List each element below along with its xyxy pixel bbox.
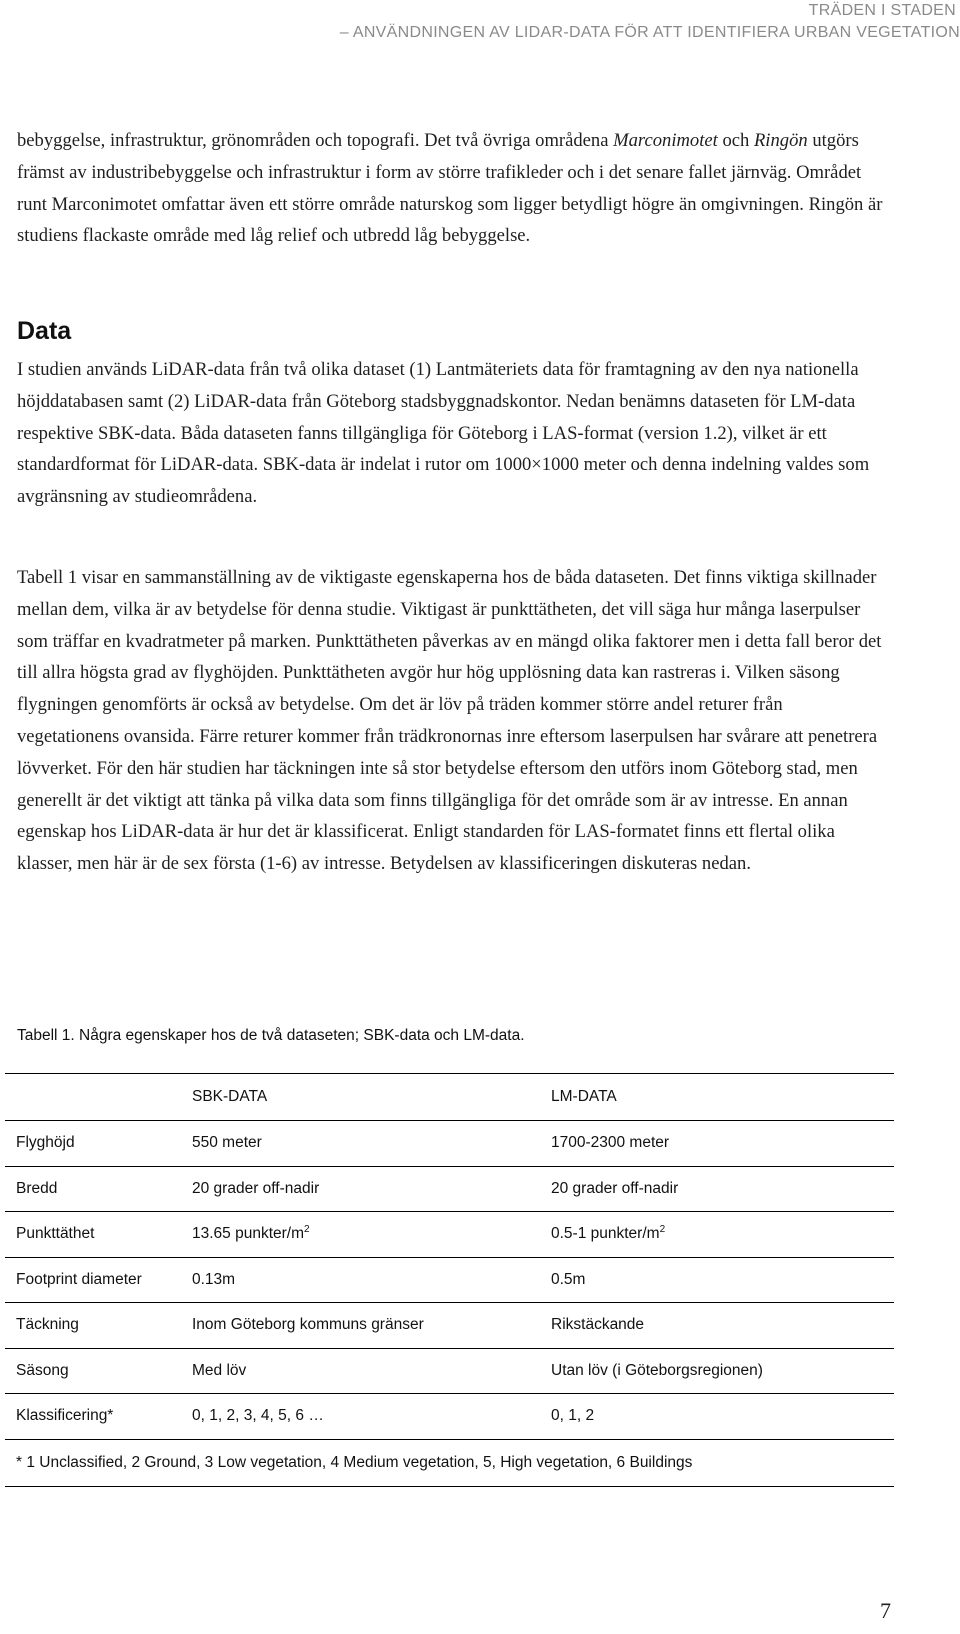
intro-place-ringon: Ringön	[753, 130, 808, 151]
lm-value: 0.5m	[540, 1257, 894, 1303]
data-paragraph-1: I studien används LiDAR-data från två olika dataset (1) Lantmäteriets data för framtagning av den nya nationella höjddatabasen samt (2) LiDAR-data från Göteborg stadsbyggnadskontor. Nedan benämns dataseten för LM-data respektive SBK-data. Båda dataseten fanns tillgängliga för Göteborg i LAS-format (version 1.2), vilket är ett standardformat för LiDAR-data. SBK-data är indelat i rutor om 1000×1000 meter och denna indelning valdes som avgränsning av studieområdena.	[17, 359, 870, 508]
table-row	[5, 1348, 894, 1394]
row-label: Säsong	[5, 1348, 181, 1394]
lm-density-text: 0.5-1 punkter/m	[551, 1225, 660, 1243]
row-label: Bredd	[5, 1166, 181, 1212]
lm-value: 1700-2300 meter	[540, 1121, 894, 1167]
intro-text-2: och	[717, 130, 754, 151]
table-row	[5, 1257, 894, 1303]
sbk-value	[181, 1212, 540, 1258]
intro-place-marconimotet: Marconimotet	[613, 130, 718, 151]
running-header	[339, 0, 960, 44]
table-row	[5, 1212, 894, 1258]
row-label: Klassificering*	[5, 1394, 181, 1440]
sbk-density-exponent: 2	[304, 1224, 310, 1236]
table-footnote-row	[5, 1439, 894, 1486]
lm-value: Rikstäckande	[540, 1303, 894, 1349]
sbk-value: Med löv	[181, 1348, 540, 1394]
row-label: Punkttäthet	[5, 1212, 181, 1258]
table-row	[5, 1121, 894, 1167]
table-row	[5, 1303, 894, 1349]
table-header-lm: LM-DATA	[540, 1074, 894, 1121]
table-row	[5, 1166, 894, 1212]
table-header-sbk: SBK-DATA	[181, 1074, 540, 1121]
sbk-value: 20 grader off-nadir	[181, 1166, 540, 1212]
header-title: TRÄDEN I STADEN	[808, 2, 956, 19]
header-subtitle: – ANVÄNDNINGEN AV LIDAR-DATA FÖR ATT IDENTIFIERA URBAN VEGETATION	[339, 24, 960, 41]
data-paragraph-2: Tabell 1 visar en sammanställning av de viktigaste egenskaperna hos de båda dataseten. Det finns viktiga skillnader mellan dem, vilka är av betydelse för denna studie. Viktigast är punkttätheten, det vill säga hur många laserpulser som träffar en kvadratmeter på marken. Punkttätheten påverkas av en mängd olika faktorer men i detta fall beror det till allra högsta grad av flyghöjden. Punkttätheten avgör hur hög upplösning data kan rastreras i. Vilken säsong flygningen genomförts är också av betydelse. Om det är löv på träden kommer större andel returer från vegetationens ovansida. Färre returer kommer från trädkronornas inre eftersom laserpulsen har svårare att penetrera lövverket. För den här studien har täckningen inte så stor betydelse eftersom den utförs inom Göteborg stad, men generellt är det viktigt att tänka på vilka data som finns tillgängliga för det område som är av intresse. En annan egenskap hos LiDAR-data är hur det är klassificerat. Enligt standarden för LAS-formatet finns ett flertal olika klasser, men här är de sex första (1-6) av intresse. Betydelsen av klassificeringen diskuteras nedan.	[17, 567, 882, 875]
sbk-value: 0, 1, 2, 3, 4, 5, 6 …	[181, 1394, 540, 1440]
sbk-density-text: 13.65 punkter/m	[192, 1225, 305, 1243]
sbk-value: Inom Göteborg kommuns gränser	[181, 1303, 540, 1349]
lm-density-exponent: 2	[659, 1224, 666, 1236]
lm-value: 0, 1, 2	[540, 1394, 894, 1440]
sbk-value: 0.13m	[181, 1257, 540, 1303]
row-label: Flyghöjd	[5, 1121, 181, 1167]
lm-value: 20 grader off-nadir	[540, 1166, 894, 1212]
sbk-value: 550 meter	[181, 1121, 540, 1167]
table-row	[5, 1394, 894, 1440]
table-header-empty	[5, 1074, 181, 1121]
section-heading: Data	[17, 317, 72, 345]
intro-paragraph	[17, 125, 887, 252]
table-caption: Tabell 1. Några egenskaper hos de två dataseten; SBK-data och LM-data.	[17, 1027, 525, 1044]
properties-table	[5, 1073, 894, 1487]
row-label: Täckning	[5, 1303, 181, 1349]
page-number: 7	[880, 1598, 891, 1623]
intro-text-1: bebyggelse, infrastruktur, grönområden och topografi. Det två övriga områdena	[17, 130, 614, 151]
table-footnote: * 1 Unclassified, 2 Ground, 3 Low vegetation, 4 Medium vegetation, 5, High vegetation, 6 Buildings	[5, 1439, 894, 1486]
intro-text-3: utgörs främst av industribebyggelse och infrastruktur i form av större trafikleder och i det senare fallet järnväg. Området runt Marconimotet omfattar även ett större område naturskog som ligger betydligt högre än omgivningen. Ringön är studiens flackaste område med låg relief och utbredd låg bebyggelse.	[17, 130, 883, 247]
lm-value	[540, 1212, 894, 1258]
lm-value: Utan löv (i Göteborgsregionen)	[540, 1348, 894, 1394]
row-label: Footprint diameter	[5, 1257, 181, 1303]
table-header-row	[5, 1074, 894, 1121]
